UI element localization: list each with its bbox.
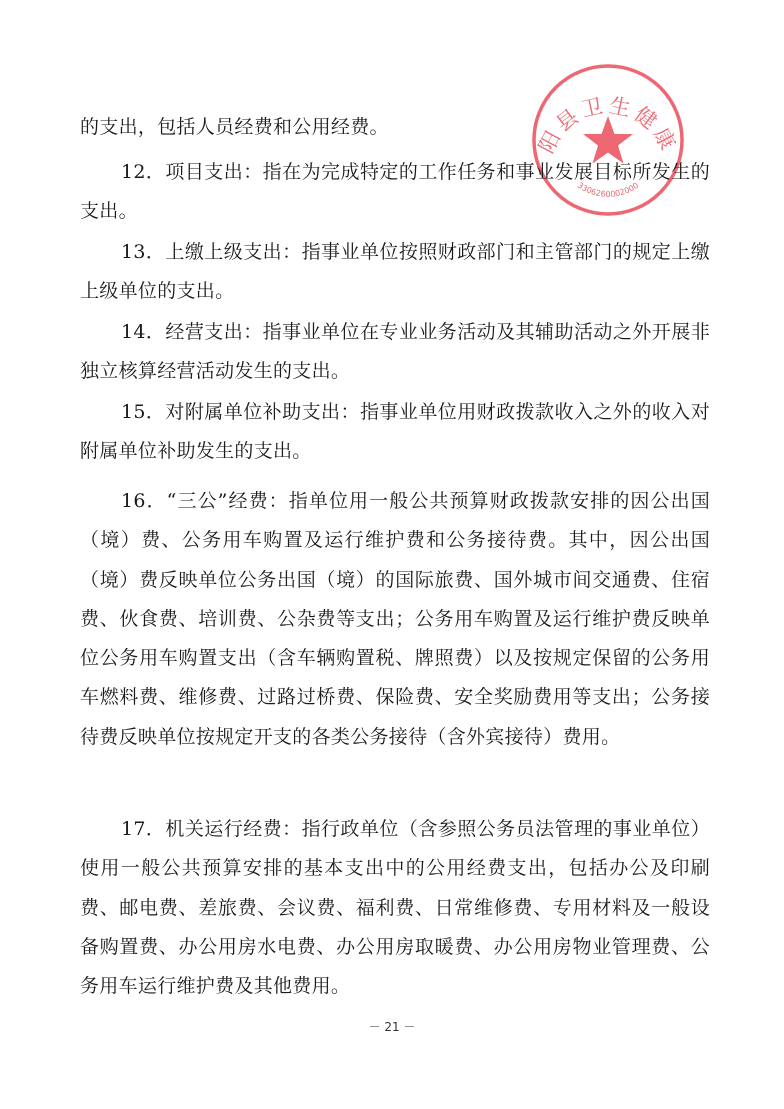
paragraph-item-15: 15．对附属单位补助支出：指事业单位用财政拨款收入之外的收入对附属单位补助发生的支出。 (80, 401, 710, 463)
seal-text: 阳县卫生健康 (534, 93, 682, 158)
seal-number: 3306260002000 (575, 180, 641, 199)
paragraph-item-17: 17．机关运行经费：指行政单位（含参照公务员法管理的事业单位）使用一般公共预算安排的基本支出中的公用经费支出，包括办公及印刷费、邮电费、差旅费、会议费、福利费、日常维修费、专用材料及一般设备购置费、办公用房水电费、办公用房取暖费、办公用房物业管理费、公务用车运行维护费及其他费用。 (80, 818, 710, 998)
paragraph-item-12: 12．项目支出：指在为完成特定的工作任务和事业发展目标所发生的支出。 (80, 161, 710, 223)
paragraph-continuation: 的支出，包括人员经费和公用经费。 (80, 116, 389, 138)
page-number: － 21 － (368, 1020, 416, 1034)
paragraph-item-13: 13．上缴上级支出：指事业单位按照财政部门和主管部门的规定上缴上级单位的支出。 (80, 241, 710, 303)
paragraph-item-16: 16．“三公”经费：指单位用一般公共预算财政拨款安排的因公出国（境）费、公务用车购置及运行维护费和公务接待费。其中，因公出国（境）费反映单位公务出国（境）的国际旅费、国外城市间交通费、住宿费、伙食费、培训费、公杂费等支出；公务用车购置及运行维护费反映单位公务用车购置支出（含车辆购置税、牌照费）以及按规定保留的公务用车燃料费、维修费、过路过桥费、保险费、安全奖励费用等支出；公务接待费反映单位按规定开支的各类公务接待（含外宾接待）费用。 (80, 490, 710, 748)
paragraph-item-14: 14．经营支出：指事业单位在专业业务活动及其辅助活动之外开展非独立核算经营活动发生的支出。 (80, 321, 710, 383)
